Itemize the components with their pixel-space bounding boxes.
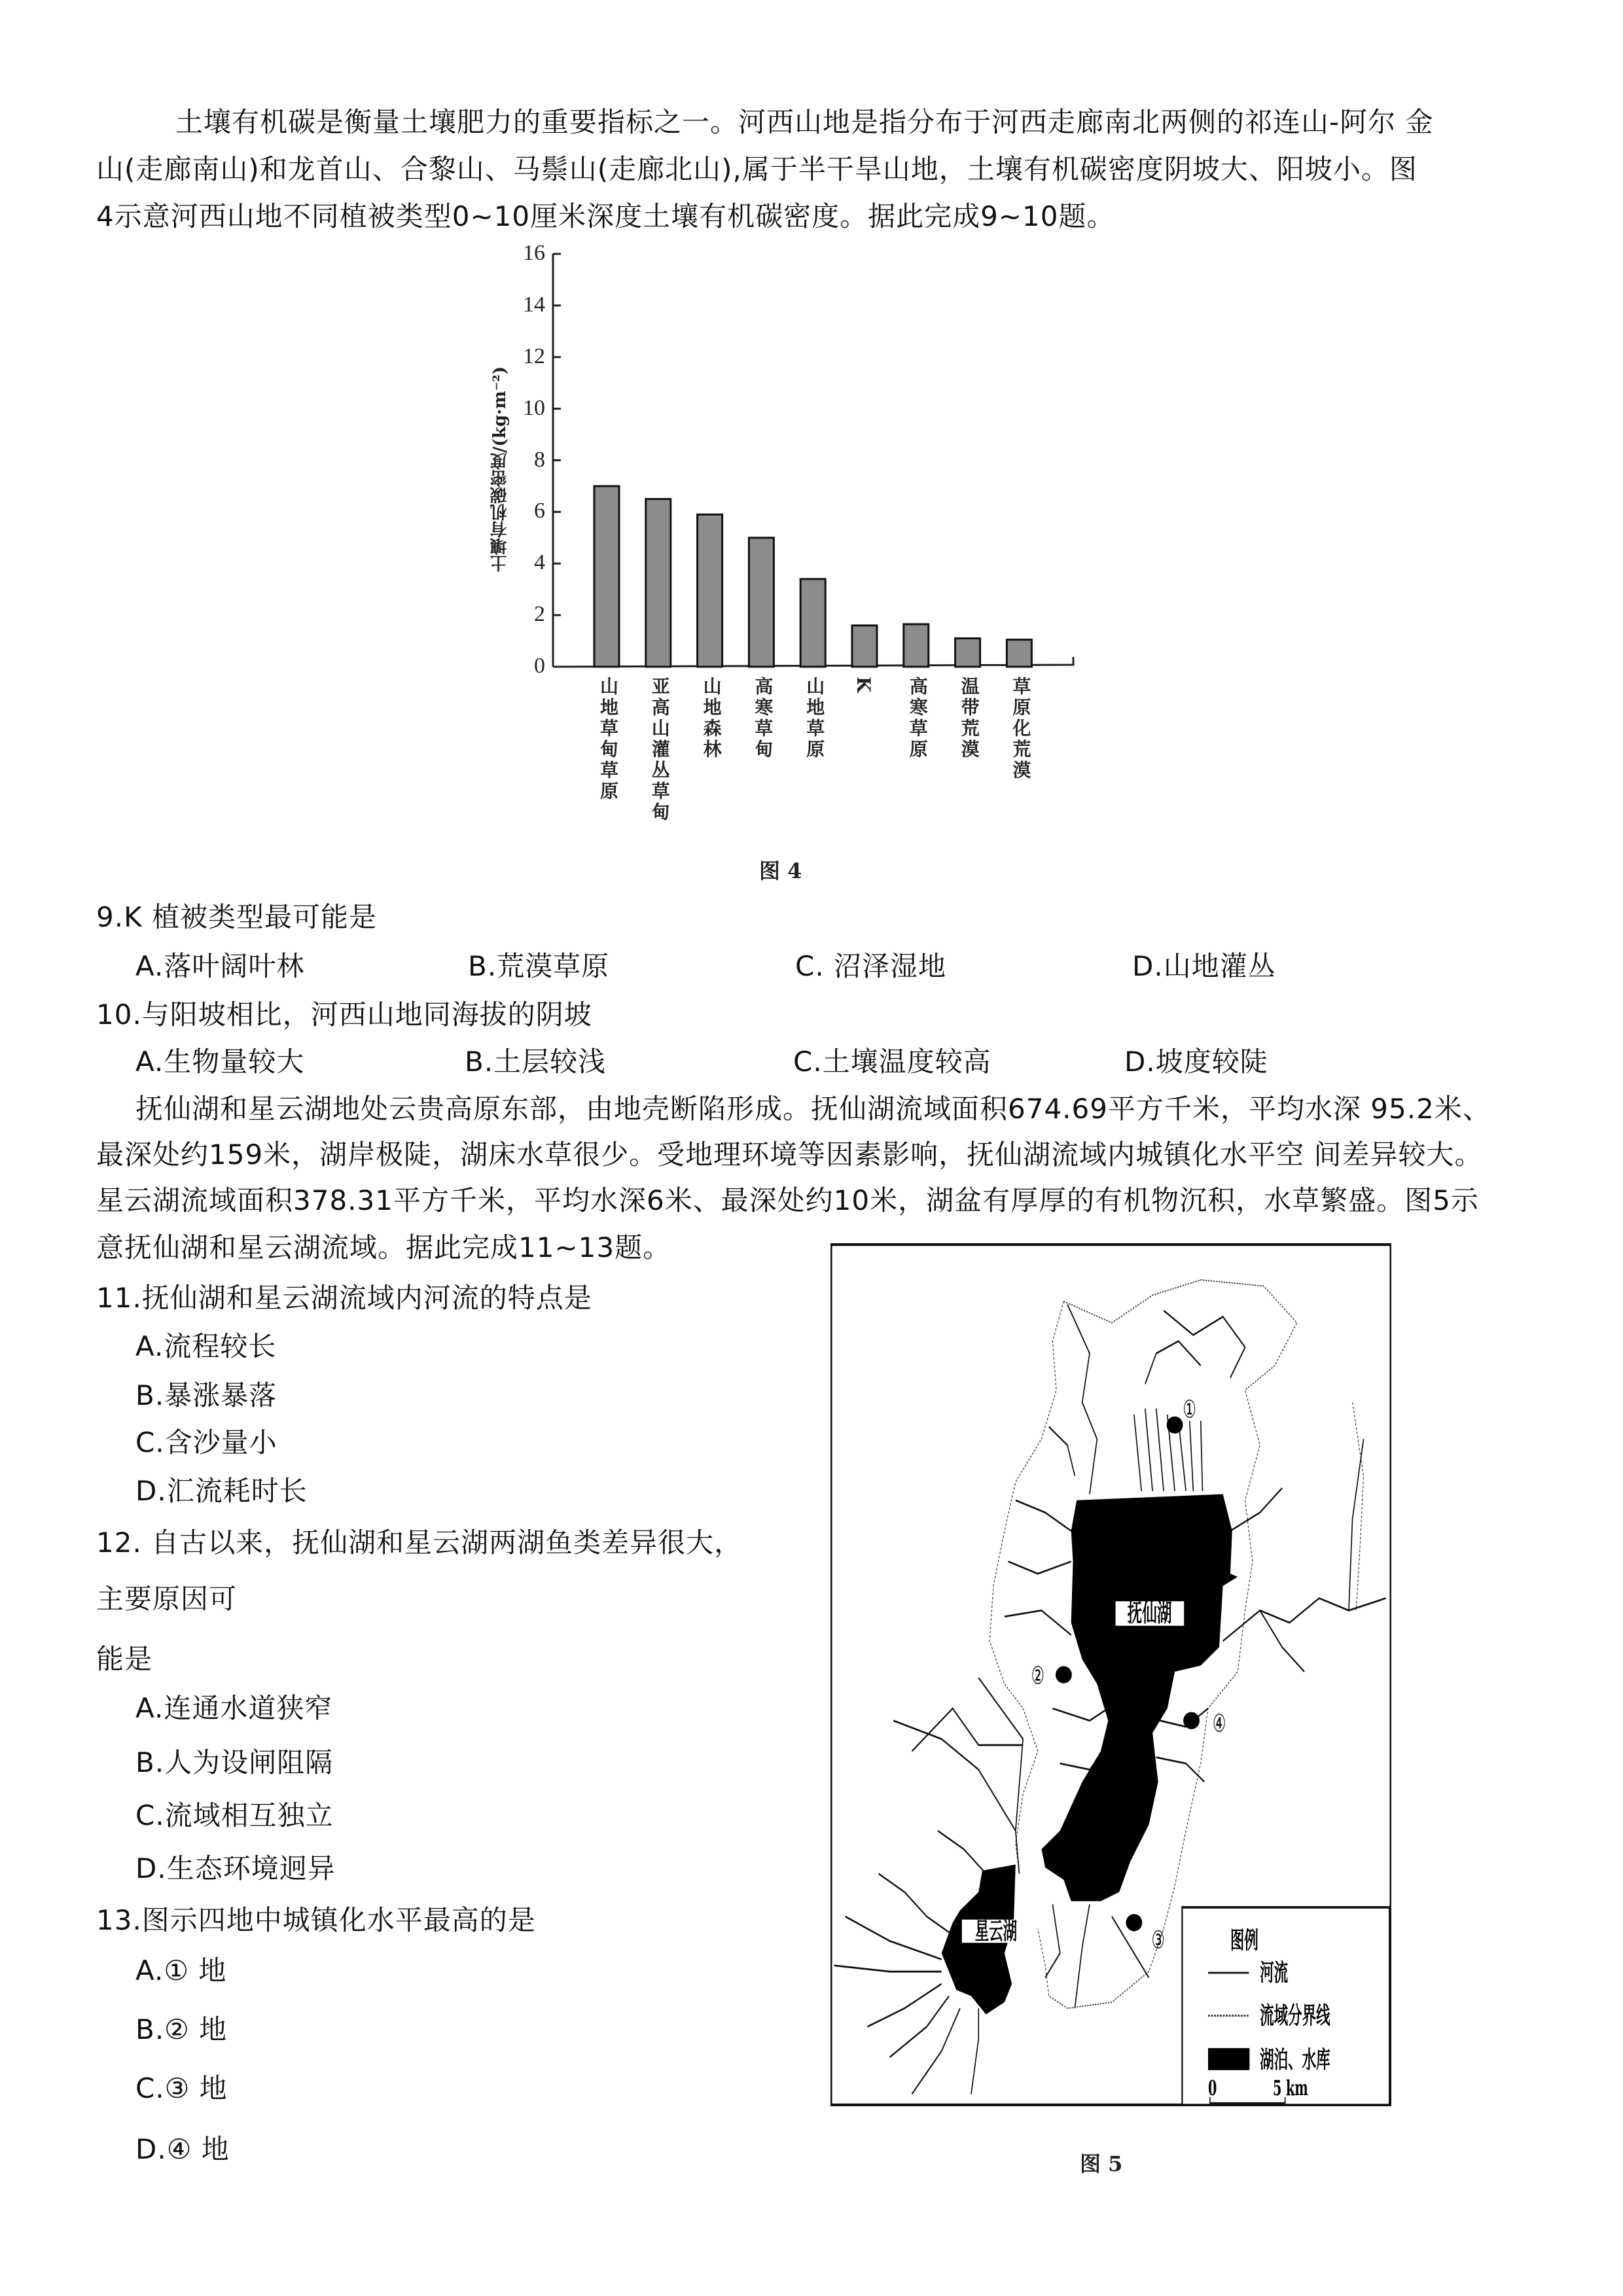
q12-stem-line-2: 主要原因可 (96, 1583, 238, 1615)
passage2-line-1: 抚仙湖和星云湖地处云贵高原东部，由地壳断陷形成。抚仙湖流域面积674.69平方千米，平均水深 95.2米、 (135, 1093, 1491, 1125)
bar-2 (646, 499, 671, 667)
x-tick-label: 山地草原 (804, 677, 826, 760)
point-3-label: ③ (1151, 1926, 1165, 1955)
x-tick-label: 高寒草甸 (752, 677, 774, 760)
q11-option-d[interactable]: D.汇流耗时长 (135, 1475, 308, 1507)
q13-option-b[interactable]: B.② 地 (135, 2013, 228, 2045)
q10-option-d[interactable]: D.坡度较陡 (1124, 1046, 1268, 1078)
y-tick-label: 8 (534, 447, 545, 472)
chart-y-axis-label: 土壤有机碳密度/(kg·m⁻²) (490, 366, 510, 572)
q9-option-a[interactable]: A.落叶阔叶林 (135, 950, 305, 982)
x-tick-label: K (853, 677, 874, 696)
passage1-line-2: 山(走廊南山)和龙首山、合黎山、马鬃山(走廊北山),属于半干旱山地，土壤有机碳密度阴坡大、阳坡小。图 (96, 153, 1418, 185)
y-tick-label: 12 (523, 344, 545, 368)
point-1-label: ① (1183, 1395, 1196, 1424)
xingyun-lake-label: 星云湖 (974, 1916, 1018, 1945)
y-tick-label: 2 (534, 602, 545, 627)
legend-boundary: 流域分界线 (1260, 2001, 1330, 2030)
scale-0: 0 (1207, 2076, 1217, 2101)
figure-4-caption: 图 4 (759, 858, 802, 883)
q12-option-b[interactable]: B.人为设闸阻隔 (135, 1746, 334, 1778)
bar-4 (749, 538, 774, 667)
legend-title: 图例 (1230, 1926, 1258, 1954)
q11-option-b[interactable]: B.暴涨暴落 (135, 1379, 277, 1411)
bar-3 (698, 514, 722, 667)
x-axis (553, 657, 1073, 667)
x-tick-label: 山地森林 (700, 677, 722, 760)
q12-stem-line-1: 12. 自古以来，抚仙湖和星云湖两湖鱼类差异很大， (96, 1527, 743, 1559)
q13-option-c[interactable]: C.③ 地 (135, 2072, 228, 2104)
passage2-line-3: 星云湖流域面积378.31平方千米，平均水深6米、最深处约10米，湖盆有厚厚的有机物沉积，水草繁盛。图5示 (96, 1184, 1479, 1216)
q9-option-b[interactable]: B.荒漠草原 (468, 950, 610, 982)
x-tick-label: 亚高山灌丛草甸 (649, 677, 671, 823)
point-4-marker (1183, 1712, 1200, 1729)
scale-5km: 5 km (1272, 2076, 1308, 2101)
y-tick-label: 16 (523, 241, 545, 265)
y-tick-label: 14 (523, 292, 545, 317)
bar-1 (594, 486, 619, 667)
y-tick-label: 0 (534, 654, 545, 678)
x-tick-label: 山地草甸草原 (597, 677, 619, 802)
x-tick-label: 高寒草原 (906, 677, 929, 760)
q12-option-c[interactable]: C.流域相互独立 (135, 1799, 334, 1831)
legend-river: 河流 (1260, 1958, 1289, 1987)
point-1-marker (1167, 1417, 1183, 1434)
q11-option-a[interactable]: A.流程较长 (135, 1330, 277, 1362)
figure-5-map (830, 1243, 1391, 2106)
x-tick-label: 草原化荒漠 (1010, 677, 1032, 781)
q10-option-c[interactable]: C.土壤温度较高 (793, 1046, 991, 1078)
passage1-line-1: 土壤有机碳是衡量土壤肥力的重要指标之一。河西山地是指分布于河西走廊南北两侧的祁连山-阿尔 金 (175, 106, 1434, 138)
q9-option-c[interactable]: C. 沼泽湿地 (795, 950, 947, 982)
q11-stem: 11.抚仙湖和星云湖流域内河流的特点是 (96, 1282, 592, 1314)
legend-lake: 湖泊、水库 (1260, 2045, 1330, 2074)
figure-5-caption: 图 5 (1080, 2151, 1123, 2176)
y-tick-label: 10 (523, 395, 545, 420)
q13-stem: 13.图示四地中城镇化水平最高的是 (96, 1904, 536, 1936)
point-2-label: ② (1031, 1661, 1044, 1691)
point-2-marker (1056, 1666, 1072, 1683)
bar-7 (904, 624, 929, 667)
y-tick-label: 4 (534, 550, 545, 575)
passage2-line-4: 意抚仙湖和星云湖流域。据此完成11~13题。 (96, 1231, 671, 1263)
bar-9 (1007, 640, 1031, 667)
q13-option-d[interactable]: D.④ 地 (135, 2133, 230, 2165)
passage2-line-2: 最深处约159米，湖岸极陡，湖床水草很少。受地理环境等因素影响，抚仙湖流域内城镇化水平空 间差异较大。 (96, 1139, 1483, 1171)
q10-stem: 10.与阳坡相比，河西山地同海拔的阴坡 (96, 998, 592, 1031)
q9-stem: 9.K 植被类型最可能是 (96, 901, 377, 933)
q12-option-a[interactable]: A.连通水道狭窄 (135, 1692, 333, 1724)
y-tick-label: 6 (534, 499, 545, 523)
q12-stem-line-3: 能是 (96, 1643, 153, 1675)
bar-5 (800, 579, 825, 667)
bar-6 (852, 626, 877, 667)
q12-option-d[interactable]: D.生态环境迥异 (135, 1852, 336, 1884)
q13-option-a[interactable]: A.① 地 (135, 1954, 227, 1987)
point-3-marker (1126, 1914, 1142, 1931)
x-tick-label: 温带荒漠 (958, 677, 980, 760)
point-4-label: ④ (1212, 1709, 1226, 1739)
map-legend (1182, 1907, 1389, 2105)
q11-option-c[interactable]: C.含沙量小 (135, 1426, 277, 1458)
passage1-line-3: 4示意河西山地不同植被类型0~10厘米深度土壤有机碳密度。据此完成9~10题。 (96, 200, 1115, 232)
q9-option-d[interactable]: D.山地灌丛 (1132, 950, 1276, 982)
bar-8 (955, 639, 980, 667)
q10-option-a[interactable]: A.生物量较大 (135, 1046, 305, 1078)
q10-option-b[interactable]: B.土层较浅 (465, 1046, 607, 1078)
fuxian-lake-label: 抚仙湖 (1127, 1599, 1172, 1628)
